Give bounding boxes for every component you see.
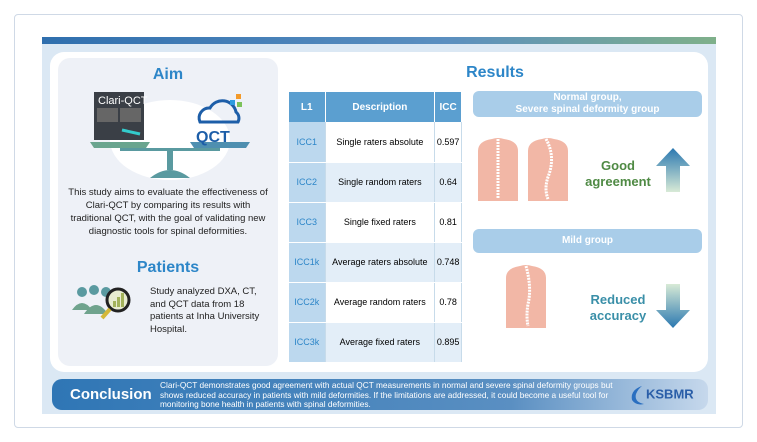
good-agreement-label: Good agreement — [585, 158, 651, 189]
back-mild-illustration — [502, 264, 552, 328]
row-icc: 0.81 — [435, 202, 462, 242]
row-description: Average fixed raters — [325, 322, 435, 362]
row-description: Single fixed raters — [325, 202, 435, 242]
patients-magnifier-icon — [72, 284, 140, 328]
clari-qct-label: Clari-QCT — [98, 95, 148, 107]
qct-label: QCT — [196, 129, 230, 146]
conclusion-text: Clari-QCT demonstrates good agreement with actual QCT measurements in normal and severe spinal deformity groups but shows reduced accuracy in patients with mild deformities. If the limitations are addressed, it could become a useful tool for monitoring bone health in patients with spinal deformities. — [160, 380, 613, 409]
backs-illustration — [474, 137, 574, 201]
row-id: ICC3 — [289, 202, 325, 242]
arrow-up-icon — [656, 148, 690, 192]
row-icc: 0.78 — [435, 282, 462, 322]
row-id: ICC3k — [289, 322, 325, 362]
ksbmr-logo: KSBMR — [628, 384, 694, 406]
normal-severe-group-label — [473, 91, 702, 117]
table-row — [289, 162, 462, 202]
reduced-accuracy-label: Reduced accuracy — [589, 292, 647, 323]
row-id: ICC1k — [289, 242, 325, 282]
table-row — [289, 202, 462, 242]
group1-line1: Normal group, — [553, 92, 622, 103]
row-description: Single raters absolute — [325, 122, 435, 162]
conclusion-title: Conclusion — [70, 386, 152, 403]
row-description: Average raters absolute — [325, 242, 435, 282]
row-icc: 0.64 — [435, 162, 462, 202]
row-icc: 0.895 — [435, 322, 462, 362]
row-id: ICC2 — [289, 162, 325, 202]
row-description: Average random raters — [325, 282, 435, 322]
row-icc: 0.597 — [435, 122, 462, 162]
mild-group-label: Mild group — [473, 229, 702, 253]
row-id: ICC2k — [289, 282, 325, 322]
icc-table — [289, 92, 462, 363]
patients-title: Patients — [136, 259, 200, 276]
balance-scale-illustration — [90, 90, 250, 180]
ksbmr-logo-icon — [628, 384, 646, 406]
row-description: Single random raters — [325, 162, 435, 202]
table-row — [289, 122, 462, 162]
header-description: Description — [325, 92, 435, 122]
row-icc: 0.748 — [435, 242, 462, 282]
arrow-down-icon — [656, 284, 690, 328]
top-bar — [42, 37, 716, 44]
header-l1: L1 — [289, 92, 325, 122]
group1-line2: Severe spinal deformity group — [515, 104, 660, 115]
table-row — [289, 282, 462, 322]
aim-text: This study aims to evaluate the effectiveness of Clari-QCT by comparing its results with traditional QCT, with the goal of validating new diagnostic tools for spinal deformities. — [68, 187, 268, 237]
table-row — [289, 322, 462, 362]
row-id: ICC1 — [289, 122, 325, 162]
table-row — [289, 242, 462, 282]
patients-text: Study analyzed DXA, CT, and QCT data from 18 patients at Inha University Hospital. — [150, 286, 260, 335]
results-title: Results — [466, 64, 524, 81]
aim-title: Aim — [152, 66, 184, 83]
header-icc: ICC — [435, 92, 462, 122]
